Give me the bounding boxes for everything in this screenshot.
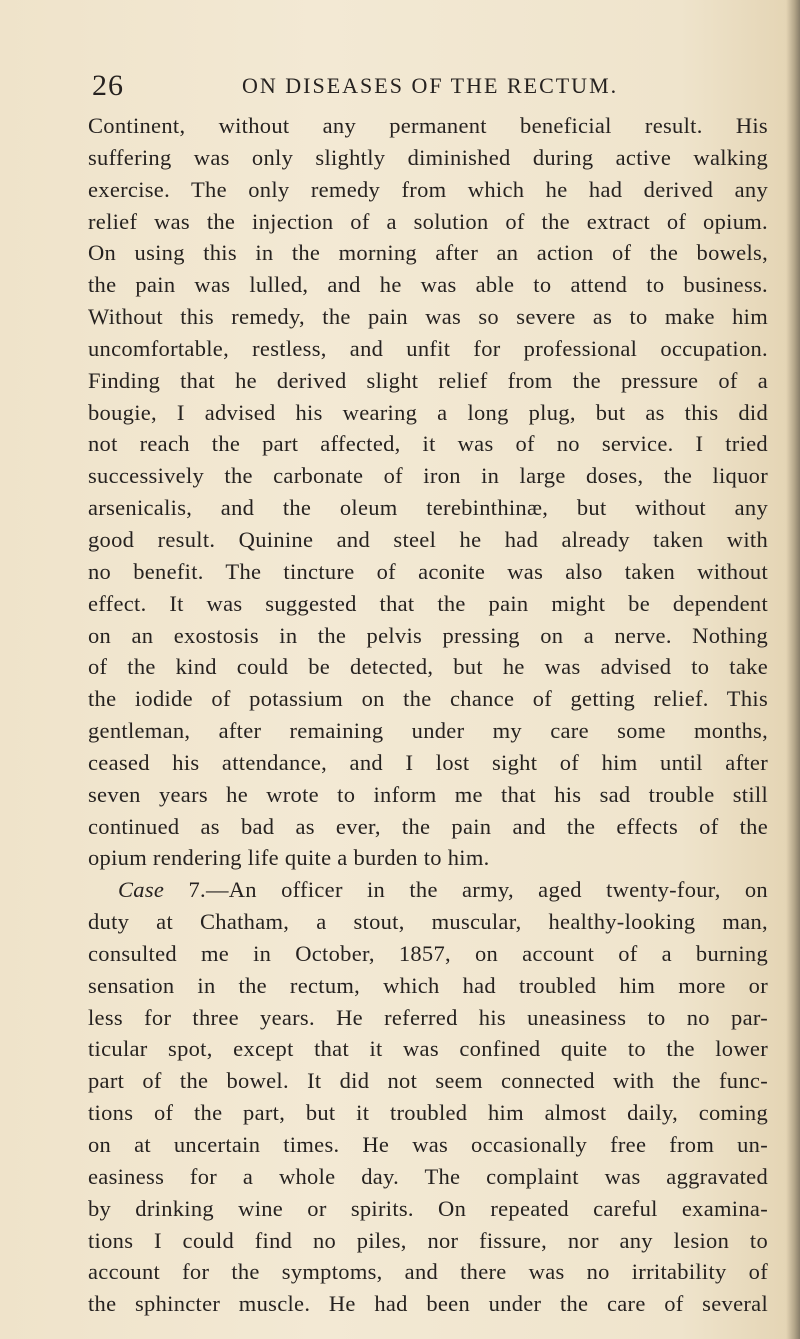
text-line: arsenicalis, and the oleum terebinthinæ, but without any — [88, 495, 768, 521]
text-line: duty at Chatham, a stout, muscular, healthy-looking man, — [88, 909, 768, 935]
page-header — [92, 66, 732, 106]
text-line: bougie, I advised his wearing a long plug, but as this did — [88, 399, 768, 425]
page-edge-shadow — [786, 0, 800, 1339]
text-line: the pain was lulled, and he was able to attend to business. — [88, 272, 768, 298]
text-line: on at uncertain times. He was occasionally free from un- — [88, 1132, 768, 1157]
text-line: the sphincter muscle. He had been under the care of several — [88, 1291, 768, 1317]
text-line: suffering was only slightly diminished during active walking — [88, 144, 768, 170]
text-line: Continent, without any permanent beneficial result. His — [88, 113, 768, 138]
text-line: by drinking wine or spirits. On repeated careful examina- — [88, 1195, 768, 1221]
text-line: good result. Quinine and steel he had already taken with — [88, 526, 768, 552]
case-label: Case — [118, 877, 165, 903]
text-line: less for three years. He referred his uneasiness to no par- — [88, 1004, 768, 1030]
case-first-line: 7.—An officer in the army, aged twenty-four, on — [188, 877, 768, 903]
text-line: account for the symptoms, and there was no irritability of — [88, 1259, 768, 1285]
text-line: successively the carbonate of iron in large doses, the liquor — [88, 463, 768, 489]
text-line: Finding that he derived slight relief from the pressure of a — [88, 367, 768, 393]
text-line: on an exostosis in the pelvis pressing on a nerve. Nothing — [88, 622, 768, 648]
text-line: sensation in the rectum, which had troubled him more or — [88, 972, 768, 998]
text-line: On using this in the morning after an action of the bowels, — [88, 240, 768, 266]
text-line: exercise. The only remedy from which he had derived any — [88, 176, 768, 202]
case-heading-line — [88, 874, 768, 906]
text-line: ticular spot, except that it was confined quite to the lower — [88, 1036, 768, 1062]
body-text — [88, 110, 768, 1320]
text-line: effect. It was suggested that the pain might be dependent — [88, 590, 768, 616]
text-line: tions I could find no piles, nor fissure, nor any lesion to — [88, 1227, 768, 1253]
text-line: ceased his attendance, and I lost sight of him until after — [88, 749, 768, 775]
text-line: the iodide of potassium on the chance of getting relief. This — [88, 686, 768, 712]
text-line: tions of the part, but it troubled him almost daily, coming — [88, 1100, 768, 1126]
text-line: gentleman, after remaining under my care some months, — [88, 718, 768, 744]
text-line: uncomfortable, restless, and unfit for professional occupation. — [88, 335, 768, 361]
text-line: relief was the injection of a solution of the extract of opium. — [88, 208, 768, 234]
text-line: no benefit. The tincture of aconite was also taken without — [88, 558, 768, 584]
running-head: ON DISEASES OF THE RECTUM. — [242, 73, 619, 98]
text-line: easiness for a whole day. The complaint was aggravated — [88, 1163, 768, 1189]
text-line: Without this remedy, the pain was so severe as to make him — [88, 304, 768, 330]
text-line: part of the bowel. It did not seem connected with the func- — [88, 1068, 768, 1094]
text-line: seven years he wrote to inform me that his sad trouble still — [88, 781, 768, 807]
text-line: not reach the part affected, it was of no service. I tried — [88, 431, 768, 457]
text-line: opium rendering life quite a burden to him. — [88, 845, 490, 871]
text-line: of the kind could be detected, but he was advised to take — [88, 654, 768, 680]
page-number: 26 — [92, 69, 124, 102]
text-line: consulted me in October, 1857, on account of a burning — [88, 940, 768, 966]
text-line: continued as bad as ever, the pain and the effects of the — [88, 813, 768, 839]
